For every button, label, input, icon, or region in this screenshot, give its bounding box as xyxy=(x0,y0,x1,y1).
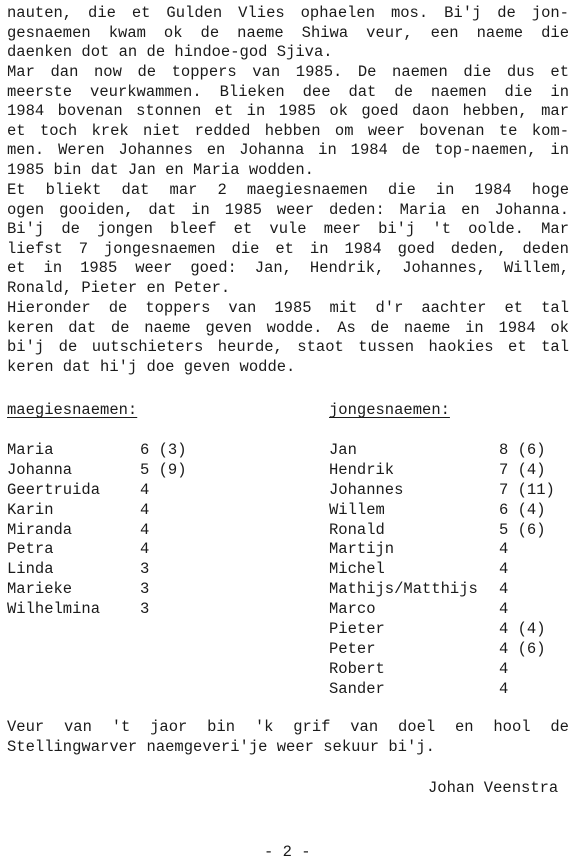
name-text: Hendrik xyxy=(329,460,395,479)
name-count: 5 (9) xyxy=(140,460,187,479)
name-text: Wilhelmina xyxy=(7,600,101,619)
name-text: Peter xyxy=(329,639,376,658)
name-count: 4 xyxy=(499,560,509,579)
name-count: 4 xyxy=(499,600,509,619)
name-count: 4 xyxy=(499,659,509,678)
name-count: 6 (3) xyxy=(140,441,187,459)
text-line: bi'j de uutschieters heurde, staot tussen haokies et tal xyxy=(7,338,569,357)
name-row xyxy=(329,501,569,521)
paragraph-closing xyxy=(7,718,569,757)
name-row xyxy=(7,521,207,541)
name-text: Linda xyxy=(7,560,54,579)
name-text: Jan xyxy=(329,441,357,459)
name-text: Michel xyxy=(329,560,385,579)
text-line: keren dat de naeme geven wodde. As de naeme in 1984 ok xyxy=(7,318,569,337)
text-line: et in 1985 weer goed: Jan, Hendrik, Johannes, Willem, xyxy=(7,259,569,278)
text-line: gesnaemen kwam ok de naeme Shiwa veur, een naeme die xyxy=(7,23,569,42)
name-count: 6 (4) xyxy=(499,500,546,519)
text-line: keren dat hi'j doe geven wodde. xyxy=(7,357,296,376)
name-row xyxy=(329,540,569,560)
name-row xyxy=(329,600,569,620)
name-count: 4 xyxy=(140,500,150,519)
name-row xyxy=(7,580,207,600)
name-row xyxy=(7,461,207,481)
text-line: 1985 bin dat Jan en Maria wodden. xyxy=(7,160,314,179)
name-count: 3 xyxy=(140,580,150,599)
name-row xyxy=(7,560,207,580)
text-line: Et bliekt dat mar 2 maegiesnaemen die in 1984 hoge xyxy=(7,181,569,199)
name-row xyxy=(329,640,569,660)
text-line: 1984 bovenan stonnen et in 1985 ok goed daon hebben, mar xyxy=(7,102,569,121)
name-count: 4 xyxy=(140,480,150,499)
name-count: 4 xyxy=(499,679,509,698)
text-line: men. Weren Johannes en Johanna in 1984 de top-naemen, in xyxy=(7,141,569,160)
page-number: - 2 - xyxy=(264,843,311,861)
text-line: Mar dan now de toppers van 1985. De naemen die dus et xyxy=(7,63,569,81)
girls-names-list xyxy=(7,441,207,620)
paragraph-argonauts xyxy=(7,4,569,63)
name-row xyxy=(329,660,569,680)
name-row xyxy=(329,461,569,481)
name-text: Geertruida xyxy=(7,480,101,499)
name-text: Ronald xyxy=(329,520,385,539)
author-signature: Johan Veenstra xyxy=(428,779,559,797)
name-row xyxy=(7,501,207,521)
name-count: 7 (11) xyxy=(499,480,555,499)
name-row xyxy=(7,600,207,620)
name-text: Sander xyxy=(329,679,385,698)
name-row xyxy=(7,481,207,501)
text-line: Stellingwarver naemgeveri'je weer sekuur bi'j. xyxy=(7,737,435,756)
name-text: Johanna xyxy=(7,460,73,479)
name-count: 3 xyxy=(140,560,150,579)
name-row xyxy=(329,620,569,640)
name-text: Maria xyxy=(7,441,54,459)
paragraph-repeat-names xyxy=(7,181,569,299)
text-line: Ronald, Pieter en Peter. xyxy=(7,278,231,297)
name-row xyxy=(329,560,569,580)
name-text: Pieter xyxy=(329,620,385,639)
boys-names-heading: jongesnaemen: xyxy=(329,401,450,419)
name-count: 8 (6) xyxy=(499,441,546,459)
name-text: Miranda xyxy=(7,520,73,539)
boys-names-list xyxy=(329,441,569,700)
name-row xyxy=(7,540,207,560)
name-count: 4 xyxy=(140,520,150,539)
name-row xyxy=(329,580,569,600)
text-line: ogen gooiden, dat in 1985 weer deden: Maria en Johanna. xyxy=(7,200,569,219)
text-line: daenken dot an de hindoe-god Sjiva. xyxy=(7,43,333,62)
text-line: Bi'j de jongen bleef et vule meer bi'j 't oolde. Mar xyxy=(7,220,569,239)
name-count: 5 (6) xyxy=(499,520,546,539)
name-row xyxy=(329,521,569,541)
name-row xyxy=(329,481,569,501)
name-count: 7 (4) xyxy=(499,460,546,479)
name-row xyxy=(7,441,207,461)
name-text: Marieke xyxy=(7,580,73,599)
text-line: meerste veurkwammen. Blieken dee dat de naemen die in xyxy=(7,82,569,101)
name-count: 3 xyxy=(140,600,150,619)
name-text: Willem xyxy=(329,500,385,519)
name-count: 4 xyxy=(140,540,150,559)
text-line: Hieronder de toppers van 1985 mit d'r aachter et tal xyxy=(7,299,569,317)
name-text: Mathijs/Matthijs xyxy=(329,580,478,599)
name-text: Robert xyxy=(329,659,385,678)
paragraph-list-intro xyxy=(7,299,569,377)
paragraph-toppers-1985 xyxy=(7,63,569,181)
name-count: 4 xyxy=(499,540,509,559)
name-text: Marco xyxy=(329,600,376,619)
text-line: et toch krek niet redded hebben om weer bovenan te kom- xyxy=(7,121,569,140)
girls-names-heading: maegiesnaemen: xyxy=(7,401,138,419)
text-line: Veur van 't jaor bin 'k grif van doel en hool de xyxy=(7,718,569,736)
name-count: 4 xyxy=(499,580,509,599)
text-line: liefst 7 jongesnaemen die et in 1984 goed deden, deden xyxy=(7,239,569,258)
name-text: Petra xyxy=(7,540,54,559)
name-row xyxy=(329,441,569,461)
name-text: Martijn xyxy=(329,540,395,559)
text-line: nauten, die et Gulden Vlies ophaelen mos. Bi'j de jon- xyxy=(7,4,569,22)
name-count: 4 (4) xyxy=(499,620,546,639)
name-text: Karin xyxy=(7,500,54,519)
name-row xyxy=(329,680,569,700)
name-count: 4 (6) xyxy=(499,639,546,658)
name-text: Johannes xyxy=(329,480,404,499)
